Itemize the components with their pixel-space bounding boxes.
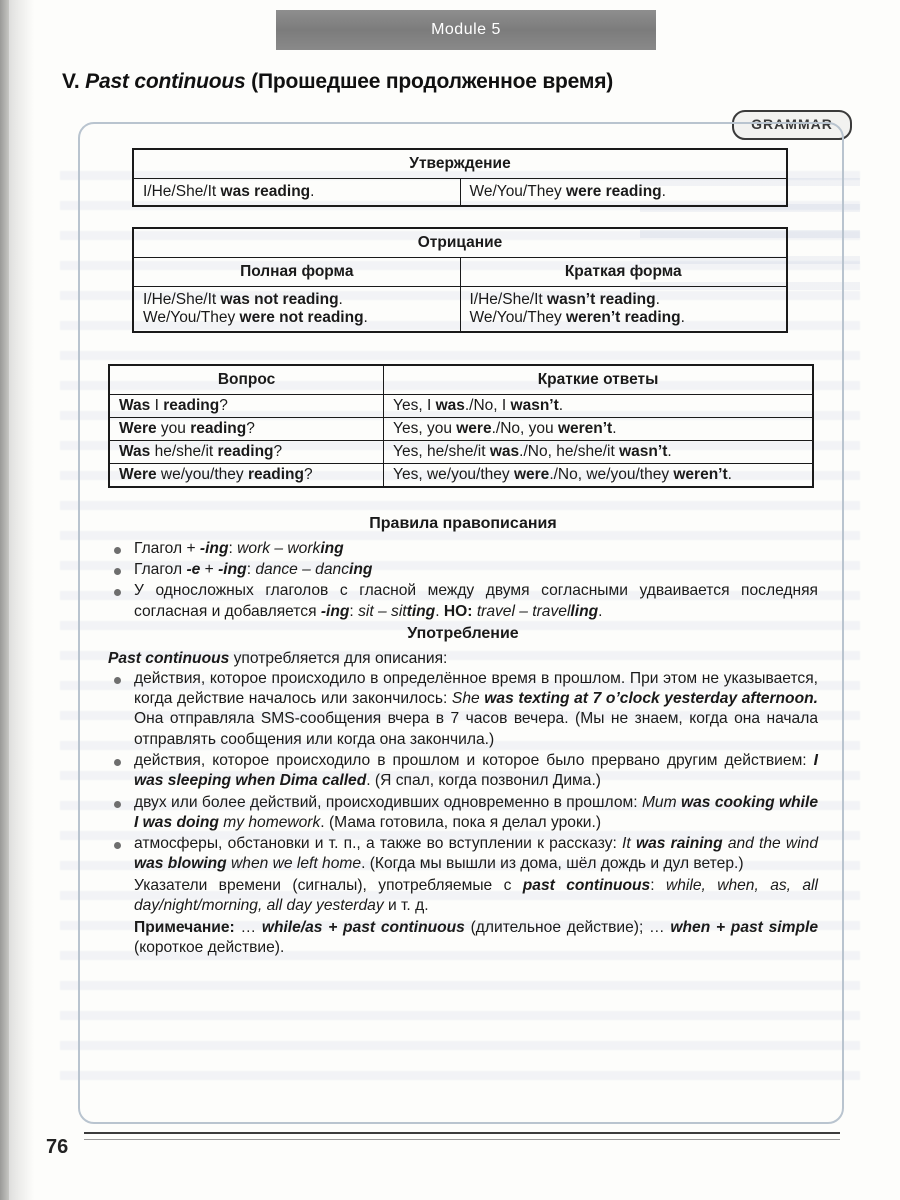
text-plain: .	[680, 309, 685, 326]
negative-col-short: Краткая форма	[460, 258, 787, 287]
table-row	[109, 395, 813, 418]
text-bold-italic: was texting at 7 o’clock yesterday afternoon.	[484, 690, 818, 708]
text-bold: wasn’t reading	[547, 291, 656, 308]
table-negative	[132, 227, 788, 333]
text-italic: travel – travel	[476, 602, 571, 620]
page-title-prefix: V.	[62, 70, 86, 93]
text-bold: was	[489, 443, 520, 460]
text-plain: :	[246, 561, 256, 579]
text-plain: . (Я спал, когда позвонил Дима.)	[366, 772, 601, 790]
table-row-subheader	[133, 258, 787, 287]
table-row-header	[133, 228, 787, 258]
text-plain: двух или более действий, происходивших одновременно в прошлом:	[134, 793, 642, 811]
list-item	[108, 669, 818, 750]
list-item	[108, 539, 818, 559]
question-cell	[109, 395, 384, 418]
text-plain: Указатели времени (сигналы), употребляемые с	[134, 876, 523, 894]
question-col-question: Вопрос	[109, 365, 384, 395]
text-bold-italic: I was sleeping when Dima called	[134, 751, 818, 790]
text-italic: She	[451, 690, 485, 708]
text-bold-italic: ting	[406, 602, 436, 620]
text-italic: dance – danc	[255, 561, 349, 579]
text-plain: .	[655, 291, 660, 308]
text-plain: We/You/They	[469, 183, 567, 200]
text-italic: sit – sit	[358, 602, 407, 620]
negative-full-line-1	[143, 291, 451, 309]
text-bold: Примечание:	[134, 919, 235, 937]
text-plain: .	[435, 602, 444, 620]
text-bold-italic: while/as + past continuous	[261, 919, 465, 937]
text-plain: .	[338, 291, 343, 308]
text-plain: we/you/they	[156, 466, 248, 483]
affirmative-header: Утверждение	[133, 149, 787, 179]
text-plain: .	[363, 309, 368, 326]
text-bold: НО:	[443, 602, 473, 620]
usage-intro	[108, 649, 818, 669]
list-item	[108, 793, 818, 834]
text-plain: ./No, I	[464, 397, 511, 414]
spelling-rules-list	[108, 539, 818, 622]
text-bold: weren’t	[557, 420, 613, 437]
text-plain: Yes, he/she/it	[393, 443, 490, 460]
text-plain: .	[612, 420, 617, 437]
text-plain: We/You/They	[469, 309, 567, 326]
text-plain: +	[200, 561, 219, 579]
text-plain: (длительное действие); …	[464, 919, 671, 937]
text-italic: Mum	[641, 793, 681, 811]
text-bold: reading	[247, 466, 304, 483]
footer-divider	[84, 1132, 840, 1134]
text-plain: .	[310, 183, 315, 200]
text-bold-italic: ling	[570, 602, 599, 620]
text-plain: и т. д.	[383, 896, 429, 914]
text-plain: …	[234, 919, 262, 937]
answer-cell	[384, 464, 813, 488]
text-plain: :	[228, 539, 238, 557]
text-plain: У односложных глаголов с гласной между двумя согласными удваивается последняя согласная и добавляется	[134, 582, 818, 620]
table-row	[109, 441, 813, 464]
text-bold: Were	[119, 466, 157, 483]
text-bold: weren’t	[673, 466, 728, 483]
module-label: Module 5	[431, 21, 501, 38]
text-bold: wasn’t	[510, 397, 559, 414]
text-italic: while, when, as, all day/night/morning, all day yesterday	[134, 876, 818, 914]
text-bold: was reading	[220, 183, 311, 200]
text-plain: he/she/it	[150, 443, 218, 460]
answer-cell	[384, 441, 813, 464]
text-plain: (короткое действие).	[134, 939, 285, 957]
text-bold-italic: -ing	[218, 561, 247, 579]
text-italic: It	[622, 835, 636, 853]
text-italic: work – work	[237, 539, 321, 557]
text-bold: Were	[119, 420, 157, 437]
text-plain: Глагол +	[134, 539, 200, 557]
answer-cell	[384, 395, 813, 418]
text-plain: . (Когда мы вышли из дома, шёл дождь и дул ветер.)	[361, 855, 744, 873]
table-affirmative	[132, 148, 788, 207]
text-bold: Was	[119, 397, 151, 414]
text-plain: .	[667, 443, 672, 460]
table-row	[109, 464, 813, 488]
negative-cell-full	[133, 287, 460, 333]
text-bold-italic: past continuous	[522, 876, 651, 894]
text-plain: I	[150, 397, 164, 414]
text-bold-italic: was cooking while I was doing	[134, 793, 818, 831]
list-item	[108, 581, 818, 622]
text-bold: reading	[217, 443, 274, 460]
module-header-band	[276, 10, 656, 50]
text-bold: weren’t reading	[566, 309, 681, 326]
text-plain: .	[558, 397, 564, 414]
text-plain: ?	[303, 466, 313, 483]
text-bold: wasn’t	[619, 443, 668, 460]
note-paragraph	[108, 918, 818, 959]
lesson-content	[108, 512, 818, 959]
text-italic: and the wind	[722, 835, 819, 853]
text-bold-italic: was raining	[635, 835, 723, 853]
text-plain: :	[650, 876, 666, 894]
footer-divider-secondary	[84, 1139, 840, 1140]
text-plain: you	[156, 420, 191, 437]
text-plain: Yes, we/you/they	[393, 466, 514, 483]
table-row-header	[133, 149, 787, 179]
text-bold: reading	[163, 397, 220, 414]
text-bold: were reading	[566, 183, 662, 200]
text-bold: was	[435, 397, 465, 414]
text-bold: was not reading	[220, 291, 339, 308]
table-row-header	[109, 365, 813, 395]
table-row	[133, 179, 787, 207]
question-cell	[109, 418, 384, 441]
list-item	[108, 834, 818, 875]
page-title-english: Past continuous	[85, 70, 246, 93]
text-plain: Yes, you	[393, 420, 457, 437]
text-plain: :	[349, 602, 359, 620]
answer-cell	[384, 418, 813, 441]
usage-list	[108, 669, 818, 875]
list-item	[108, 560, 818, 580]
usage-heading: Употребление	[407, 624, 519, 642]
text-plain: употребляется для описания:	[229, 649, 448, 667]
text-bold: were not reading	[239, 309, 364, 326]
affirmative-cell-singular	[133, 179, 460, 207]
text-plain: I/He/She/It	[143, 291, 221, 308]
negative-cell-short	[460, 287, 787, 333]
question-cell	[109, 441, 384, 464]
text-plain: Yes, I	[393, 397, 436, 414]
text-plain: . (Мама готовила, пока я делал уроки.)	[320, 813, 602, 831]
text-plain: .	[598, 602, 603, 620]
time-markers-paragraph	[108, 876, 818, 917]
page-spine-shadow	[0, 0, 9, 1200]
negative-short-line-1	[470, 291, 778, 309]
text-plain: I/He/She/It	[143, 183, 221, 200]
text-plain: I/He/She/It	[469, 291, 548, 308]
page-number: 76	[46, 1136, 69, 1158]
text-bold: reading	[190, 420, 247, 437]
text-bold: were	[456, 420, 492, 437]
spelling-heading: Правила правописания	[369, 515, 557, 532]
table-questions	[108, 364, 814, 488]
page-title-russian: (Прошедшее продолженное время)	[245, 70, 614, 93]
text-plain: Она отправляла SMS-сообщения вчера в 7 часов вечера. (Мы не знаем, когда она начала отправлять сообщения или когда она закончила.)	[134, 710, 818, 748]
text-plain: ?	[273, 443, 283, 460]
negative-full-line-2	[143, 309, 451, 327]
negative-short-line-2	[470, 309, 778, 327]
text-plain: .	[661, 183, 666, 200]
table-row	[133, 287, 787, 333]
text-bold-italic: ing	[320, 539, 344, 557]
text-italic: my homework	[218, 813, 321, 831]
affirmative-cell-plural	[460, 179, 787, 207]
negative-col-full: Полная форма	[133, 258, 460, 287]
question-cell	[109, 464, 384, 488]
text-plain: действия, которое происходило в прошлом и которое было прервано другим действием:	[134, 751, 814, 769]
text-bold-italic: -ing	[199, 539, 229, 557]
text-plain: We/You/They	[143, 309, 240, 326]
page-title	[62, 70, 613, 94]
text-plain: ./No, he/she/it	[519, 443, 620, 460]
text-bold-italic: when + past simple	[670, 919, 818, 937]
negative-header: Отрицание	[133, 228, 787, 258]
text-plain: ./No, we/you/they	[549, 466, 674, 483]
status-badge: GRAMMAR	[732, 110, 852, 140]
table-row	[109, 418, 813, 441]
text-bold: were	[513, 466, 550, 483]
text-bold-italic: -e	[186, 561, 201, 579]
text-plain: действия, которое происходило в определённое время в прошлом. При этом не указывается, когда действие началось или закончилось:	[134, 669, 818, 708]
text-bold: Was	[119, 443, 151, 460]
text-bold-italic: -ing	[320, 602, 350, 620]
question-col-answers: Краткие ответы	[384, 365, 813, 395]
text-bold-italic: Past continuous	[108, 649, 230, 667]
text-plain: Глагол	[134, 561, 187, 579]
text-plain: .	[727, 466, 732, 483]
text-bold-italic: ing	[349, 561, 373, 579]
text-plain: ?	[219, 397, 228, 414]
text-plain: атмосферы, обстановки и т. п., а также во вступлении к рассказу:	[134, 835, 623, 853]
list-item	[108, 751, 818, 792]
text-plain: ?	[246, 420, 255, 437]
text-plain: ./No, you	[491, 420, 558, 437]
text-bold-italic: was blowing	[134, 855, 227, 873]
text-italic: when we left home	[226, 855, 362, 873]
